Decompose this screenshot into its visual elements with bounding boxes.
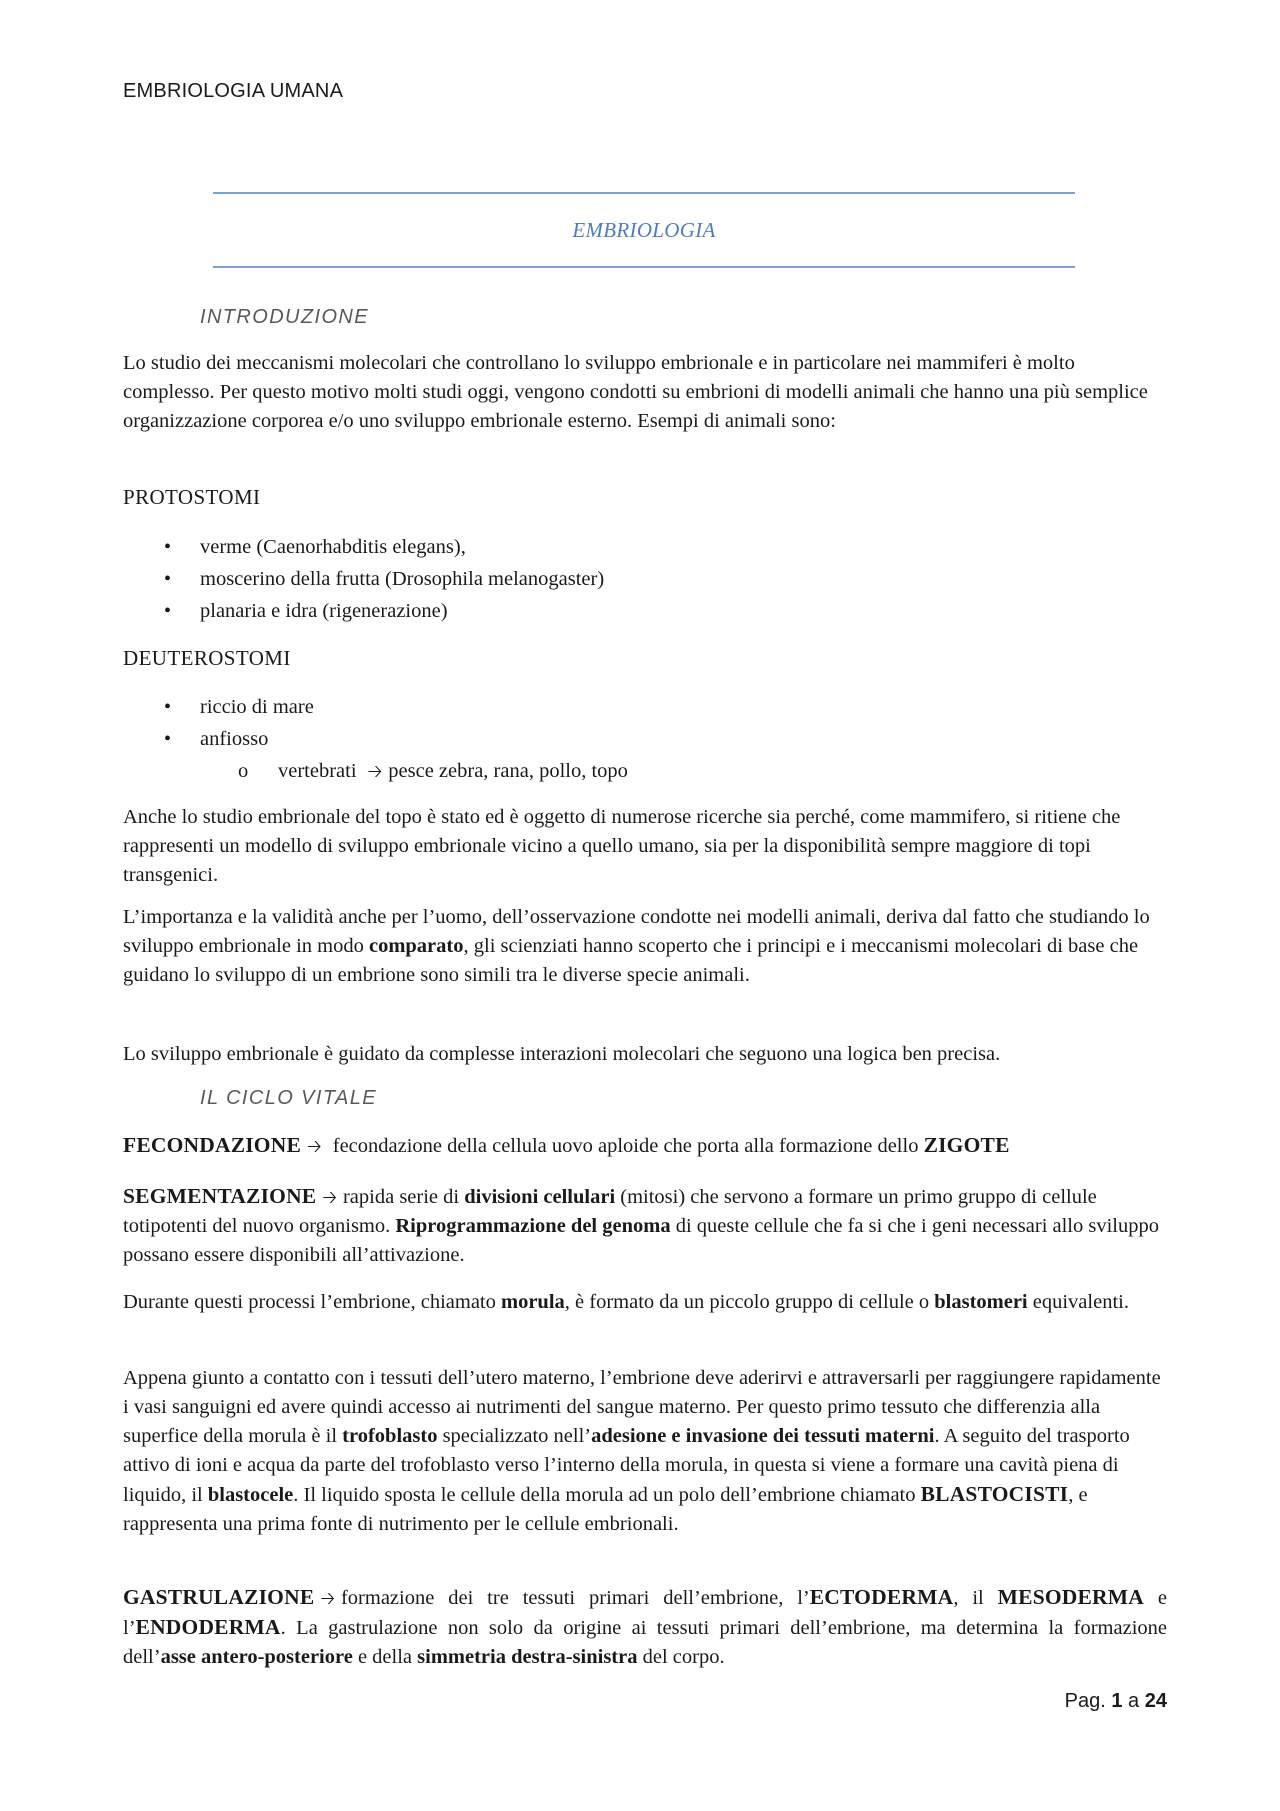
bullet-icon: •: [164, 568, 172, 590]
fecondazione-paragraph: FECONDAZIONE 🡢 fecondazione della cellula uovo aploide che porta alla formazione dello ZIGOTE: [123, 1133, 1010, 1157]
list-item: • anfiosso: [160, 723, 1060, 755]
list-item: • riccio di mare: [160, 691, 1060, 723]
title-block: [213, 190, 1075, 268]
running-header: EMBRIOLOGIA UMANA: [123, 80, 344, 102]
bullet-icon: •: [164, 600, 172, 622]
bullet-icon: •: [164, 696, 172, 718]
intro-paragraph: [123, 349, 1167, 436]
deuterostomes-label: DEUTEROSTOMI: [123, 646, 291, 670]
heading-introduzione: INTRODUZIONE: [200, 306, 370, 328]
protostomes-list: [160, 531, 1060, 627]
title-rule-bottom: [213, 266, 1075, 268]
utero-paragraph: Appena giunto a contatto con i tessuti dell’utero materno, l’embrione deve aderirvi e attraversarli per raggiungere rapidamente i vasi sanguigni ed avere quindi accesso ai nutrimenti del sangue materno. Per questo primo tessuto che differenzia alla superfice della morula è il trofoblasto specializzato nell’adesione e invasione dei tessuti materni. A seguito del trasporto attivo di ioni e acqua da parte del trofoblasto verso l’interno della morula, in questa si viene a formare una cavità piena di liquido, il blastocele. Il liquido sposta le cellule della morula ad un polo dell’embrione chiamato BLASTOCISTI, e rappresenta una prima fonte di nutrimento per le cellule embrionali.: [123, 1367, 1161, 1535]
importance-paragraph: L’importanza e la validità anche per l’uomo, dell’osservazione condotte nei modelli animali, deriva dal fatto che studiando lo sviluppo embrionale in modo comparato, gli scienziati hanno scoperto che i principi e i meccanismi molecolari di base che guidano lo sviluppo di un embrione sono simili tra le diverse specie animali.: [123, 906, 1150, 986]
arrow-right-icon: 🡢: [367, 761, 383, 782]
gastrulazione-paragraph: GASTRULAZIONE 🡢 formazione dei tre tessuti primari dell’embrione, l’ECTODERMA, il MESODERMA e l’ENDODERMA. La gastrulazione non solo da origine ai tessuti primari dell’embrione, ma determina la formazione dell’asse antero-posteriore e della simmetria destra-sinistra del corpo.: [123, 1585, 1167, 1668]
arrow-right-icon: 🡢: [320, 1588, 335, 1609]
document-title: EMBRIOLOGIA: [572, 218, 716, 242]
guided-paragraph: Lo sviluppo embrionale è guidato da complesse interazioni molecolari che seguono una logica ben precisa.: [123, 1043, 1001, 1065]
arrow-right-icon: 🡢: [322, 1187, 337, 1208]
mouse-paragraph: Anche lo studio embrionale del topo è stato ed è oggetto di numerose ricerche sia perché, come mammifero, si ritiene che rappresenti un modello di sviluppo embrionale vicino a quello umano, sia per la disponibilità sempre maggiore di topi transgenici.: [123, 806, 1121, 886]
segmentazione-paragraph: SEGMENTAZIONE 🡢 rapida serie di divisioni cellulari (mitosi) che servono a formare un primo gruppo di cellule totipotenti del nuovo organismo. Riprogrammazione del genoma di queste cellule che fa si che i geni necessari allo sviluppo possano essere disponibili all’attivazione.: [123, 1184, 1159, 1266]
sub-list-item: o vertebrati 🡢 pesce zebra, rana, pollo, topo: [238, 755, 628, 788]
list-item: • moscerino della frutta (Drosophila melanogaster): [160, 563, 1060, 595]
heading-ciclo-vitale: IL CICLO VITALE: [200, 1087, 377, 1109]
page-number-footer: Pag. 1 a 24: [1064, 1690, 1167, 1712]
deuterostomes-list: [160, 691, 1060, 755]
arrow-right-icon: 🡢: [307, 1136, 322, 1157]
intro-paragraph-text: Lo studio dei meccanismi molecolari che controllano lo sviluppo embrionale e in particolare nei mammiferi è molto complesso. Per questo motivo molti studi oggi, vengono condotti su embrioni di modelli animali che hanno una più semplice organizzazione corporea e/o uno sviluppo embrionale esterno. Esempi di animali sono:: [123, 352, 1148, 432]
title-rule-top: [213, 192, 1075, 194]
list-item: • planaria e idra (rigenerazione): [160, 595, 1060, 627]
list-item: • verme (Caenorhabditis elegans),: [160, 531, 1060, 563]
circle-bullet-icon: o: [238, 760, 249, 782]
bullet-icon: •: [164, 536, 172, 558]
protostomes-label: PROTOSTOMI: [123, 485, 261, 509]
bullet-icon: •: [164, 728, 172, 750]
morula-paragraph: Durante questi processi l’embrione, chiamato morula, è formato da un piccolo gruppo di cellule o blastomeri equivalenti.: [123, 1291, 1129, 1313]
